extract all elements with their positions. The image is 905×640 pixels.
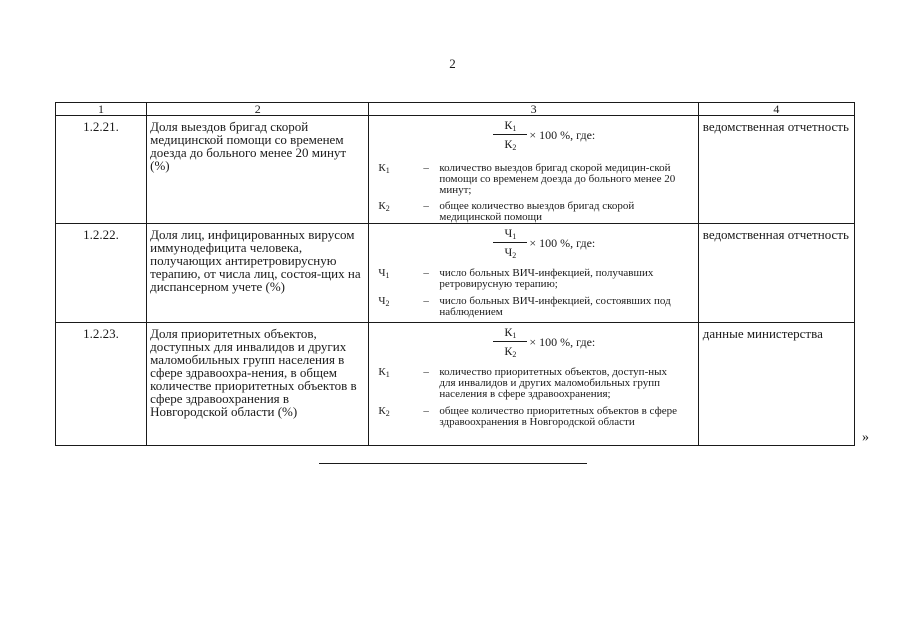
header-col-4: 4 (698, 103, 854, 116)
definition-symbol: Ч (378, 267, 386, 279)
closing-quote: » (862, 430, 869, 445)
definition-text: число больных ВИЧ-инфекцией, состоявших под наблюдением (439, 295, 671, 318)
definition-dash: – (423, 267, 429, 279)
definition-subscript: 2 (385, 204, 390, 213)
fraction-bar (493, 242, 527, 243)
page-number: 2 (449, 56, 456, 71)
closing-rule (319, 463, 587, 464)
denominator: К (504, 137, 513, 151)
data-source: ведомственная отчетность (698, 224, 854, 323)
definition-text: количество выездов бригад скорой медицин-ской помощи со временем доезда до больного менее 20 минут; (439, 162, 676, 196)
formula (369, 116, 697, 154)
definition (369, 296, 697, 318)
formula-tail: × 100 %, где: (529, 236, 596, 250)
numerator-subscript: 1 (512, 124, 517, 133)
row-number: 1.2.21. (56, 116, 147, 224)
formula (369, 323, 697, 361)
data-source: ведомственная отчетность (698, 116, 854, 224)
table-row (56, 116, 855, 224)
numerator-subscript: 1 (512, 232, 517, 241)
definition-symbol: К (378, 405, 386, 417)
header-col-3: 3 (369, 103, 698, 116)
definition-subscript: 2 (385, 299, 390, 308)
indicators-table (55, 102, 855, 446)
header-col-2: 2 (147, 103, 369, 116)
fraction-bar (493, 341, 527, 342)
fraction-bar (493, 134, 527, 135)
numerator: К (504, 118, 513, 132)
numerator: К (504, 325, 513, 339)
formula (369, 224, 697, 262)
definition-subscript: 1 (385, 271, 390, 280)
definition (369, 367, 697, 400)
denominator: К (504, 344, 513, 358)
denominator-subscript: 2 (512, 251, 517, 260)
definition (369, 163, 697, 196)
numerator: Ч (504, 226, 513, 240)
definition-symbol: К (378, 162, 386, 174)
row-number: 1.2.23. (56, 323, 147, 446)
definition-subscript: 1 (385, 370, 390, 379)
definition-text: общее количество выездов бригад скорой медицинской помощи (439, 200, 635, 223)
definition-symbol: К (378, 200, 386, 212)
definition (369, 201, 697, 223)
fraction (493, 118, 527, 152)
definition-text: количество приоритетных объектов, доступ-ных для инвалидов и других маломобильных групп населения в сфере здравоохранения; (439, 366, 668, 400)
row-number: 1.2.22. (56, 224, 147, 323)
definition-dash: – (423, 366, 429, 378)
definition-subscript: 1 (385, 166, 390, 175)
table-row (56, 323, 855, 446)
definition-dash: – (423, 162, 429, 174)
fraction (493, 325, 527, 359)
table-row (56, 224, 855, 323)
definition-text: общее количество приоритетных объектов в сфере здравоохранения в Новгородской области (439, 405, 677, 428)
formula-tail: × 100 %, где: (529, 128, 596, 142)
table-header-row (56, 103, 855, 116)
formula-cell (369, 224, 698, 323)
indicator-name: Доля приоритетных объектов, доступных для инвалидов и других маломобильных групп населения в сфере здравоохра-нения, в общем количестве приоритетных объектов в сфере здравоохранения в Новгородской области (%) (147, 323, 369, 446)
data-source: данные министерства (698, 323, 854, 446)
definition-symbol: Ч (378, 295, 386, 307)
indicator-name: Доля выездов бригад скорой медицинской помощи со временем доезда до больного менее 20 минут (%) (147, 116, 369, 224)
definition-dash: – (423, 200, 429, 212)
definition-symbol: К (378, 366, 386, 378)
formula-tail: × 100 %, где: (529, 335, 596, 349)
definition-dash: – (423, 405, 429, 417)
numerator-subscript: 1 (512, 331, 517, 340)
indicator-name: Доля лиц, инфицированных вирусом иммунодефицита человека, получающих антиретровирусную терапию, от числа лиц, состоя-щих на диспансерном учете (%) (147, 224, 369, 323)
denominator: Ч (504, 245, 513, 259)
definition-dash: – (423, 295, 429, 307)
definition (369, 268, 697, 290)
header-col-1: 1 (56, 103, 147, 116)
fraction (493, 226, 527, 260)
definition-text: число больных ВИЧ-инфекцией, получавших ретровирусную терапию; (439, 267, 654, 290)
definition-subscript: 2 (385, 409, 390, 418)
denominator-subscript: 2 (512, 143, 517, 152)
formula-cell (369, 116, 698, 224)
definition (369, 406, 697, 428)
denominator-subscript: 2 (512, 350, 517, 359)
formula-cell (369, 323, 698, 446)
